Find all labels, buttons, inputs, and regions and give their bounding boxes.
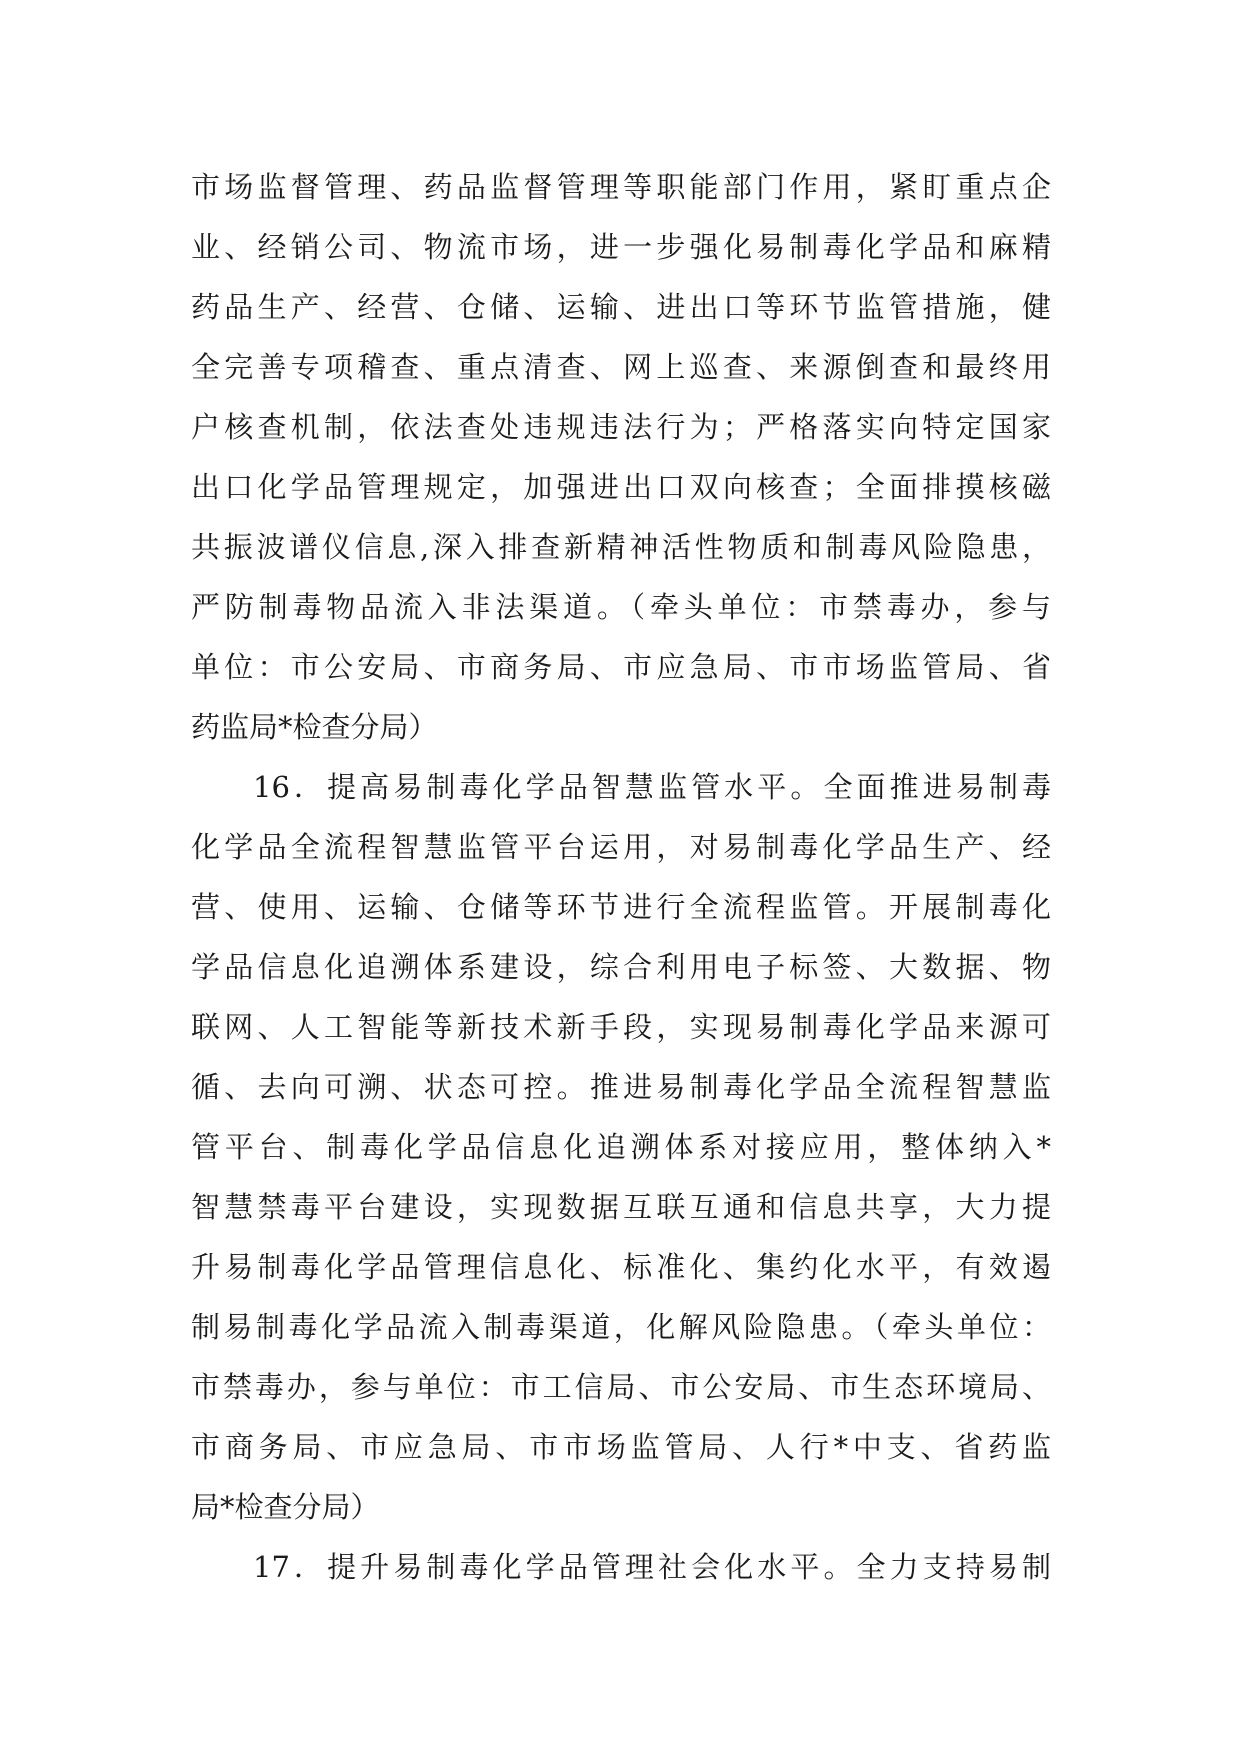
text-line: 全完善专项稽查、重点清查、网上巡查、来源倒查和最终用 [191,350,1051,384]
text-line: 业、经销公司、物流市场，进一步强化易制毒化学品和麻精 [191,230,1051,264]
text-line: 市场监督管理、药品监督管理等职能部门作用，紧盯重点企 [191,170,1051,204]
section-heading-17: 17．提升易制毒化学品管理社会化水平。全力支持易制 [253,1550,1051,1584]
text-line: 制易制毒化学品流入制毒渠道，化解风险隐患。（牵头单位： [191,1310,1051,1344]
text-line: 升易制毒化学品管理信息化、标准化、集约化水平，有效遏 [191,1250,1051,1284]
text-line: 智慧禁毒平台建设，实现数据互联互通和信息共享，大力提 [191,1190,1051,1224]
text-line: 药监局*检查分局） [191,710,438,744]
text-line: 严防制毒物品流入非法渠道。（牵头单位：市禁毒办，参与 [191,590,1051,624]
text-line: 联网、人工智能等新技术新手段，实现易制毒化学品来源可 [191,1010,1051,1044]
section-heading-16: 16．提高易制毒化学品智慧监管水平。全面推进易制毒 [253,770,1051,804]
text-line: 营、使用、运输、仓储等环节进行全流程监管。开展制毒化 [191,890,1051,924]
text-line: 户核查机制，依法查处违规违法行为；严格落实向特定国家 [191,410,1051,444]
text-line: 共振波谱仪信息,深入排查新精神活性物质和制毒风险隐患， [191,530,1051,564]
text-line: 局*检查分局） [191,1490,380,1524]
text-line: 管平台、制毒化学品信息化追溯体系对接应用，整体纳入* [191,1130,1051,1164]
text-line: 循、去向可溯、状态可控。推进易制毒化学品全流程智慧监 [191,1070,1051,1104]
text-line: 化学品全流程智慧监管平台运用，对易制毒化学品生产、经 [191,830,1051,864]
text-line: 学品信息化追溯体系建设，综合利用电子标签、大数据、物 [191,950,1051,984]
text-line: 出口化学品管理规定，加强进出口双向核查；全面排摸核磁 [191,470,1051,504]
text-line: 市商务局、市应急局、市市场监管局、人行*中支、省药监 [191,1430,1051,1464]
text-line: 单位：市公安局、市商务局、市应急局、市市场监管局、省 [191,650,1051,684]
text-line: 市禁毒办，参与单位：市工信局、市公安局、市生态环境局、 [191,1370,1051,1404]
text-line: 药品生产、经营、仓储、运输、进出口等环节监管措施，健 [191,290,1051,324]
body-text [191,157,1051,1597]
